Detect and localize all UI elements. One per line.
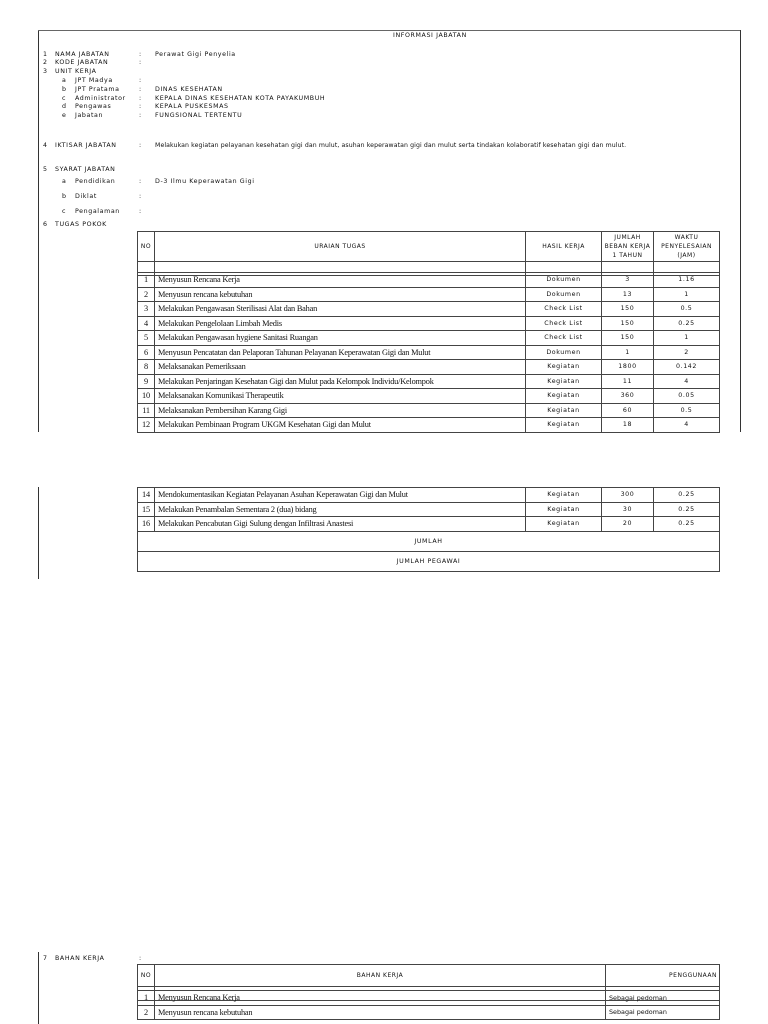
tugas-table-body-continued [137,487,720,572]
row-waktu-penyelesaian: 0.142 [654,360,720,375]
unit-item-label: Jabatan [75,112,104,119]
header-uraian-tugas: URAIAN TUGAS [155,232,526,262]
row-hasil-kerja: Check List [526,302,602,317]
row-waktu-penyelesaian: 0.05 [654,389,720,404]
syarat-item-letter: a [62,178,67,185]
syarat-item-sep: : [139,193,142,200]
syarat-item-label: Pengalaman [75,208,120,215]
syarat-item-value: D-3 Ilmu Keperawatan Gigi [155,178,255,185]
field-label-nama-jabatan: NAMA JABATAN [55,51,110,58]
bahan-row-penggunaan: Sebagai pedoman [606,1005,720,1020]
row-jumlah-beban: 30 [602,502,654,517]
unit-item-label: Pengawas [75,103,112,110]
table-row [138,991,720,1006]
table-row [138,273,720,288]
row-no: 5 [138,331,155,346]
row-jumlah-beban: 11 [602,374,654,389]
table-row [138,488,720,503]
unit-item-sep: : [139,103,142,110]
bahan-row-bahan-kerja: Menyusun rencana kebutuhan [155,1005,606,1020]
field-label-kode-jabatan: KODE JABATAN [55,59,109,66]
unit-item-value: FUNGSIONAL TERTENTU [155,112,243,119]
row-no: 11 [138,403,155,418]
header-jumlah-line: JUMLAH [614,234,641,241]
table-row [138,502,720,517]
bahan-header-no: NO [138,965,155,987]
unit-item-letter: e [62,112,67,119]
table-row [138,389,720,404]
table-row [138,345,720,360]
row-waktu-penyelesaian: 4 [654,374,720,389]
row-hasil-kerja: Kegiatan [526,403,602,418]
row-jumlah-beban: 13 [602,287,654,302]
row-no: 16 [138,517,155,532]
row-uraian-tugas: Melakukan Penjaringan Kesehatan Gigi dan Mulut pada Kelompok Individu/Kelompok [155,374,526,389]
row-hasil-kerja: Kegiatan [526,517,602,532]
row-hasil-kerja: Kegiatan [526,502,602,517]
field-num-1: 1 [43,51,48,58]
row-uraian-tugas: Melakukan Pengelolaan Limbah Medis [155,316,526,331]
row-hasil-kerja: Kegiatan [526,360,602,375]
syarat-item-label: Diklat [75,193,97,200]
row-hasil-kerja: Dokumen [526,345,602,360]
syarat-item-letter: b [62,193,67,200]
row-no: 3 [138,302,155,317]
header-jumlah-beban [602,232,654,262]
row-no: 14 [138,488,155,503]
row-waktu-penyelesaian: 0.25 [654,488,720,503]
row-jumlah-beban: 150 [602,316,654,331]
unit-item-value: KEPALA DINAS KESEHATAN KOTA PAYAKUMBUH [155,95,326,102]
field-num-2: 2 [43,59,48,66]
unit-item-value: KEPALA PUSKESMAS [155,103,229,110]
row-uraian-tugas: Melakukan Pengawasan hygiene Sanitasi Ruangan [155,331,526,346]
row-no: 4 [138,316,155,331]
table-row [138,374,720,389]
jumlah-pegawai-row: JUMLAH PEGAWAI [138,551,720,571]
row-waktu-penyelesaian: 0.25 [654,517,720,532]
bahan-row-penggunaan: Sebagai pedoman [606,991,720,1006]
row-no: 12 [138,418,155,433]
row-no: 6 [138,345,155,360]
row-uraian-tugas: Mendokumentasikan Kegiatan Pelayanan Asuhan Keperawatan Gigi dan Mulut [155,488,526,503]
page-title: INFORMASI JABATAN [393,32,467,39]
syarat-item-letter: c [62,208,67,215]
table-row [138,418,720,433]
unit-item-letter: d [62,103,67,110]
unit-item-sep: : [139,77,142,84]
field-label-unit-kerja: UNIT KERJA [55,68,97,75]
unit-item-label: JPT Madya [75,77,113,84]
row-jumlah-beban: 60 [602,403,654,418]
row-hasil-kerja: Dokumen [526,287,602,302]
unit-item-label: Administrator [75,95,126,102]
header-jumlah-line: BEBAN KERJA [604,243,651,250]
row-waktu-penyelesaian: 2 [654,345,720,360]
header-waktu-line: WAKTU [674,234,699,241]
table-row [138,1005,720,1020]
header-waktu-penyelesaian [654,232,720,262]
row-waktu-penyelesaian: 0.25 [654,502,720,517]
table-row [138,331,720,346]
unit-item-letter: a [62,77,67,84]
row-waktu-penyelesaian: 1.16 [654,273,720,288]
row-no: 9 [138,374,155,389]
left-margin-rule-2 [38,487,39,579]
bahan-header-penggunaan: PENGGUNAAN [606,965,720,987]
header-jumlah-line: 1 TAHUN [612,252,643,259]
field-label-bahan-kerja: BAHAN KERJA [55,955,105,962]
table-row [138,316,720,331]
row-jumlah-beban: 1800 [602,360,654,375]
row-no: 8 [138,360,155,375]
row-hasil-kerja: Kegiatan [526,374,602,389]
row-jumlah-beban: 18 [602,418,654,433]
row-uraian-tugas: Melakukan Pencabutan Gigi Sulung dengan Infiltrasi Anastesi [155,517,526,532]
row-uraian-tugas: Melaksanakan Pemeriksaan [155,360,526,375]
row-waktu-penyelesaian: 0.25 [654,316,720,331]
row-jumlah-beban: 1 [602,345,654,360]
row-hasil-kerja: Kegiatan [526,418,602,433]
table-row [138,403,720,418]
row-no: 10 [138,389,155,404]
unit-item-label: JPT Pratama [75,86,120,93]
tugas-table-body [137,272,720,433]
header-no: NO [138,232,155,262]
syarat-item-sep: : [139,208,142,215]
tugas-table-header [137,231,720,276]
left-margin-rule-3 [38,952,39,1024]
row-waktu-penyelesaian: 0.5 [654,302,720,317]
field-num-5: 5 [43,166,48,173]
field-value-iktisar: Melakukan kegiatan pelayanan kesehatan gigi dan mulut, asuhan keperawatan gigi dan mulut serta tindakan kolaboratif kesehatan gigi dan mulut. [155,142,627,149]
row-hasil-kerja: Check List [526,331,602,346]
unit-item-value: DINAS KESEHATAN [155,86,223,93]
row-hasil-kerja: Check List [526,316,602,331]
row-jumlah-beban: 3 [602,273,654,288]
field-label-iktisar: IKTISAR JABATAN [55,142,117,149]
row-uraian-tugas: Melaksanakan Komunikasi Therapeutik [155,389,526,404]
field-value-nama-jabatan: Perawat Gigi Penyelia [155,51,236,58]
field-num-4: 4 [43,142,48,149]
bahan-table-body [137,990,720,1020]
row-hasil-kerja: Dokumen [526,273,602,288]
row-uraian-tugas: Menyusun Pencatatan dan Pelaporan Tahunan Pelayanan Keperawatan Gigi dan Mulut [155,345,526,360]
row-waktu-penyelesaian: 1 [654,331,720,346]
jumlah-row: JUMLAH [138,531,720,551]
table-row [138,360,720,375]
row-jumlah-beban: 360 [602,389,654,404]
field-num-6: 6 [43,221,48,228]
row-waktu-penyelesaian: 0.5 [654,403,720,418]
bahan-row-bahan-kerja: Menyusun Rencana Kerja [155,991,606,1006]
right-margin-rule [740,30,741,432]
row-waktu-penyelesaian: 1 [654,287,720,302]
field-sep: : [139,51,142,58]
syarat-item-label: Pendidikan [75,178,116,185]
bahan-row-no: 2 [138,1005,155,1020]
bahan-header-bahan-kerja: BAHAN KERJA [155,965,606,987]
row-uraian-tugas: Menyusun Rencana Kerja [155,273,526,288]
row-no: 1 [138,273,155,288]
row-uraian-tugas: Menyusun rencana kebutuhan [155,287,526,302]
row-jumlah-beban: 150 [602,331,654,346]
left-margin-rule [38,30,39,432]
header-waktu-line: PENYELESAIAN [661,243,712,250]
row-no: 2 [138,287,155,302]
unit-item-sep: : [139,86,142,93]
row-jumlah-beban: 150 [602,302,654,317]
field-sep: : [139,142,142,149]
top-rule [38,30,740,31]
field-sep: : [139,59,142,66]
unit-item-letter: c [62,95,67,102]
unit-item-letter: b [62,86,67,93]
row-jumlah-beban: 300 [602,488,654,503]
unit-item-sep: : [139,112,142,119]
field-label-tugas-pokok: TUGAS POKOK [55,221,107,228]
header-hasil-kerja: HASIL KERJA [526,232,602,262]
field-num-3: 3 [43,68,48,75]
syarat-item-sep: : [139,178,142,185]
row-uraian-tugas: Melakukan Pembinaan Program UKGM Kesehatan Gigi dan Mulut [155,418,526,433]
bahan-row-no: 1 [138,991,155,1006]
row-hasil-kerja: Kegiatan [526,389,602,404]
row-uraian-tugas: Melakukan Penambalan Sementara 2 (dua) bidang [155,502,526,517]
row-jumlah-beban: 20 [602,517,654,532]
table-row [138,302,720,317]
table-row [138,517,720,532]
row-no: 15 [138,502,155,517]
field-label-syarat: SYARAT JABATAN [55,166,116,173]
row-uraian-tugas: Melaksanakan Pembersihan Karang Gigi [155,403,526,418]
field-sep: : [139,955,142,962]
row-hasil-kerja: Kegiatan [526,488,602,503]
field-num-7: 7 [43,955,48,962]
row-waktu-penyelesaian: 4 [654,418,720,433]
unit-item-sep: : [139,95,142,102]
header-waktu-line: (JAM) [677,252,696,259]
row-uraian-tugas: Melakukan Pengawasan Sterilisasi Alat dan Bahan [155,302,526,317]
table-row [138,287,720,302]
